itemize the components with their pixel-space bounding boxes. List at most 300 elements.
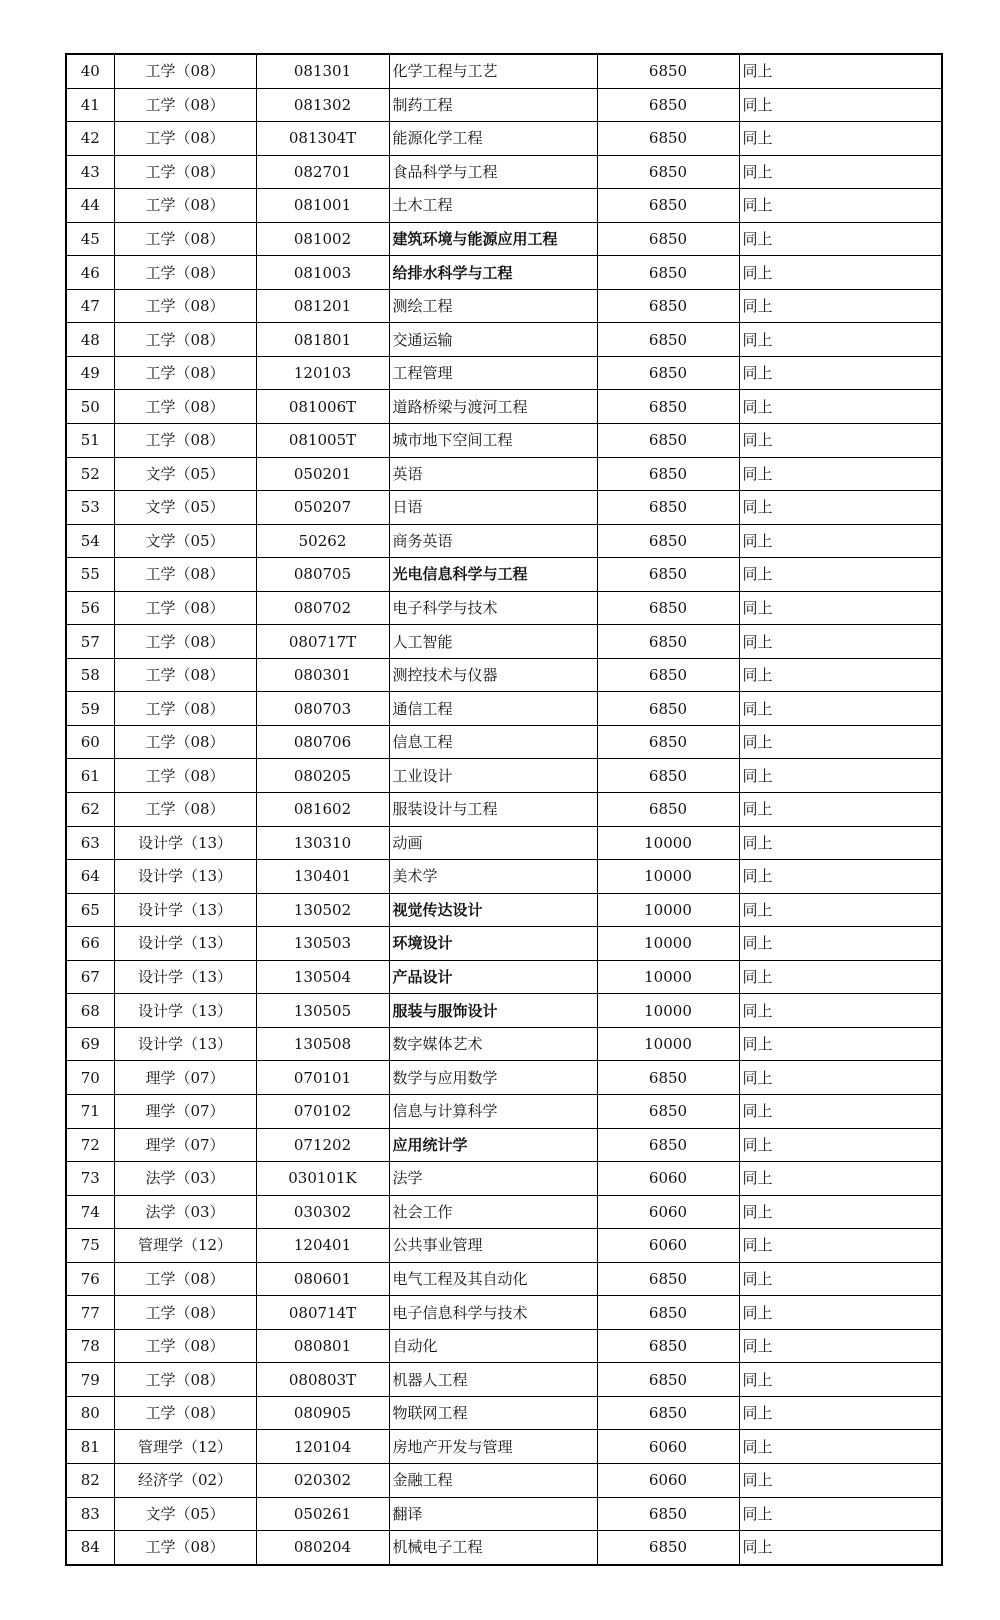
row-number-cell: 76	[66, 1262, 114, 1296]
row-number-cell: 63	[66, 826, 114, 860]
table-row	[66, 692, 942, 726]
discipline-cell: 文学（05）	[114, 1497, 256, 1531]
note-cell: 同上	[739, 289, 942, 323]
major-name-cell: 产品设计	[389, 960, 597, 994]
major-code-cell: 050261	[256, 1497, 389, 1531]
note-cell: 同上	[739, 927, 942, 961]
table-row	[66, 390, 942, 424]
row-number-cell: 69	[66, 1027, 114, 1061]
tuition-fee-cell: 10000	[597, 994, 739, 1028]
tuition-fee-cell: 6850	[597, 725, 739, 759]
table-row	[66, 189, 942, 223]
tuition-fee-cell: 6850	[597, 491, 739, 525]
row-number-cell: 54	[66, 524, 114, 558]
discipline-cell: 文学（05）	[114, 524, 256, 558]
major-code-cell: 080703	[256, 692, 389, 726]
major-name-cell: 自动化	[389, 1329, 597, 1363]
note-cell: 同上	[739, 1229, 942, 1263]
major-name-cell: 应用统计学	[389, 1128, 597, 1162]
discipline-cell: 工学（08）	[114, 256, 256, 290]
tuition-fee-cell: 6850	[597, 1531, 739, 1565]
note-cell: 同上	[739, 54, 942, 88]
major-name-cell: 土木工程	[389, 189, 597, 223]
row-number-cell: 56	[66, 591, 114, 625]
tuition-fee-cell: 6850	[597, 1128, 739, 1162]
note-cell: 同上	[739, 323, 942, 357]
tuition-fee-cell: 10000	[597, 927, 739, 961]
row-number-cell: 81	[66, 1430, 114, 1464]
row-number-cell: 53	[66, 491, 114, 525]
note-cell: 同上	[739, 793, 942, 827]
row-number-cell: 51	[66, 424, 114, 458]
row-number-cell: 82	[66, 1463, 114, 1497]
table-row	[66, 1094, 942, 1128]
major-code-cell: 080601	[256, 1262, 389, 1296]
note-cell: 同上	[739, 1094, 942, 1128]
table-row	[66, 222, 942, 256]
major-name-cell: 机器人工程	[389, 1363, 597, 1397]
tuition-fee-cell: 6850	[597, 289, 739, 323]
major-code-cell: 081201	[256, 289, 389, 323]
note-cell: 同上	[739, 725, 942, 759]
row-number-cell: 55	[66, 558, 114, 592]
table-row	[66, 1229, 942, 1263]
discipline-cell: 设计学（13）	[114, 893, 256, 927]
row-number-cell: 67	[66, 960, 114, 994]
major-code-cell: 070102	[256, 1094, 389, 1128]
major-name-cell: 房地产开发与管理	[389, 1430, 597, 1464]
major-name-cell: 日语	[389, 491, 597, 525]
major-code-cell: 081002	[256, 222, 389, 256]
major-code-cell: 050201	[256, 457, 389, 491]
row-number-cell: 40	[66, 54, 114, 88]
note-cell: 同上	[739, 1195, 942, 1229]
row-number-cell: 72	[66, 1128, 114, 1162]
note-cell: 同上	[739, 591, 942, 625]
note-cell: 同上	[739, 1363, 942, 1397]
discipline-cell: 工学（08）	[114, 1396, 256, 1430]
discipline-cell: 工学（08）	[114, 1262, 256, 1296]
major-code-cell: 130503	[256, 927, 389, 961]
tuition-fee-cell: 6060	[597, 1463, 739, 1497]
table-row	[66, 625, 942, 659]
major-name-cell: 动画	[389, 826, 597, 860]
table-row	[66, 1296, 942, 1330]
major-name-cell: 电子科学与技术	[389, 591, 597, 625]
note-cell: 同上	[739, 1463, 942, 1497]
major-name-cell: 法学	[389, 1162, 597, 1196]
note-cell: 同上	[739, 558, 942, 592]
discipline-cell: 设计学（13）	[114, 1027, 256, 1061]
tuition-fee-cell: 6850	[597, 1363, 739, 1397]
discipline-cell: 法学（03）	[114, 1195, 256, 1229]
table-row	[66, 1262, 942, 1296]
note-cell: 同上	[739, 256, 942, 290]
row-number-cell: 52	[66, 457, 114, 491]
major-code-cell: 082701	[256, 155, 389, 189]
major-name-cell: 制药工程	[389, 88, 597, 122]
major-code-cell: 080706	[256, 725, 389, 759]
table-row	[66, 658, 942, 692]
major-name-cell: 翻译	[389, 1497, 597, 1531]
major-code-cell: 081001	[256, 189, 389, 223]
table-row	[66, 457, 942, 491]
major-code-cell: 081602	[256, 793, 389, 827]
note-cell: 同上	[739, 390, 942, 424]
tuition-fee-cell: 6850	[597, 1061, 739, 1095]
tuition-fee-cell: 6850	[597, 323, 739, 357]
note-cell: 同上	[739, 222, 942, 256]
major-code-cell: 120103	[256, 356, 389, 390]
discipline-cell: 工学（08）	[114, 625, 256, 659]
discipline-cell: 工学（08）	[114, 356, 256, 390]
major-code-cell: 081006T	[256, 390, 389, 424]
row-number-cell: 46	[66, 256, 114, 290]
note-cell: 同上	[739, 994, 942, 1028]
discipline-cell: 文学（05）	[114, 457, 256, 491]
row-number-cell: 77	[66, 1296, 114, 1330]
tuition-fee-cell: 6850	[597, 1296, 739, 1330]
major-name-cell: 测绘工程	[389, 289, 597, 323]
major-code-cell: 080714T	[256, 1296, 389, 1330]
row-number-cell: 47	[66, 289, 114, 323]
note-cell: 同上	[739, 1061, 942, 1095]
discipline-cell: 经济学（02）	[114, 1463, 256, 1497]
discipline-cell: 工学（08）	[114, 390, 256, 424]
tuition-fee-cell: 10000	[597, 960, 739, 994]
discipline-cell: 工学（08）	[114, 289, 256, 323]
major-fee-table	[65, 53, 943, 1566]
major-code-cell: 080705	[256, 558, 389, 592]
tuition-fee-cell: 10000	[597, 826, 739, 860]
row-number-cell: 64	[66, 860, 114, 894]
major-name-cell: 化学工程与工艺	[389, 54, 597, 88]
discipline-cell: 工学（08）	[114, 189, 256, 223]
discipline-cell: 文学（05）	[114, 491, 256, 525]
tuition-fee-cell: 6850	[597, 625, 739, 659]
note-cell: 同上	[739, 658, 942, 692]
tuition-fee-cell: 6850	[597, 122, 739, 156]
table-row	[66, 1363, 942, 1397]
discipline-cell: 设计学（13）	[114, 860, 256, 894]
tuition-fee-cell: 6060	[597, 1229, 739, 1263]
major-code-cell: 030302	[256, 1195, 389, 1229]
discipline-cell: 设计学（13）	[114, 994, 256, 1028]
discipline-cell: 工学（08）	[114, 88, 256, 122]
table-row	[66, 558, 942, 592]
tuition-fee-cell: 6850	[597, 356, 739, 390]
major-name-cell: 电气工程及其自动化	[389, 1262, 597, 1296]
row-number-cell: 59	[66, 692, 114, 726]
major-code-cell: 50262	[256, 524, 389, 558]
table-row	[66, 88, 942, 122]
major-code-cell: 120401	[256, 1229, 389, 1263]
table-row	[66, 356, 942, 390]
major-code-cell: 050207	[256, 491, 389, 525]
row-number-cell: 65	[66, 893, 114, 927]
note-cell: 同上	[739, 692, 942, 726]
table-row	[66, 1329, 942, 1363]
note-cell: 同上	[739, 1329, 942, 1363]
row-number-cell: 44	[66, 189, 114, 223]
major-name-cell: 商务英语	[389, 524, 597, 558]
note-cell: 同上	[739, 356, 942, 390]
note-cell: 同上	[739, 1262, 942, 1296]
tuition-fee-cell: 10000	[597, 1027, 739, 1061]
major-code-cell: 080717T	[256, 625, 389, 659]
discipline-cell: 工学（08）	[114, 759, 256, 793]
major-code-cell: 130310	[256, 826, 389, 860]
row-number-cell: 58	[66, 658, 114, 692]
table-row	[66, 860, 942, 894]
table-row	[66, 424, 942, 458]
discipline-cell: 法学（03）	[114, 1162, 256, 1196]
major-code-cell: 080702	[256, 591, 389, 625]
discipline-cell: 工学（08）	[114, 658, 256, 692]
major-code-cell: 120104	[256, 1430, 389, 1464]
table-body	[66, 54, 942, 1565]
discipline-cell: 理学（07）	[114, 1061, 256, 1095]
major-code-cell: 070101	[256, 1061, 389, 1095]
table-row	[66, 289, 942, 323]
note-cell: 同上	[739, 1531, 942, 1565]
row-number-cell: 66	[66, 927, 114, 961]
note-cell: 同上	[739, 155, 942, 189]
major-name-cell: 能源化学工程	[389, 122, 597, 156]
table-row	[66, 994, 942, 1028]
major-code-cell: 080301	[256, 658, 389, 692]
tuition-fee-cell: 6850	[597, 1262, 739, 1296]
discipline-cell: 工学（08）	[114, 558, 256, 592]
major-code-cell: 130502	[256, 893, 389, 927]
tuition-fee-cell: 10000	[597, 893, 739, 927]
discipline-cell: 管理学（12）	[114, 1430, 256, 1464]
row-number-cell: 41	[66, 88, 114, 122]
major-code-cell: 071202	[256, 1128, 389, 1162]
major-name-cell: 环境设计	[389, 927, 597, 961]
tuition-fee-cell: 6850	[597, 793, 739, 827]
tuition-fee-cell: 6850	[597, 1329, 739, 1363]
table-row	[66, 893, 942, 927]
major-name-cell: 物联网工程	[389, 1396, 597, 1430]
tuition-fee-cell: 6850	[597, 524, 739, 558]
table-row	[66, 1463, 942, 1497]
major-code-cell: 081302	[256, 88, 389, 122]
table-row	[66, 591, 942, 625]
discipline-cell: 管理学（12）	[114, 1229, 256, 1263]
major-code-cell: 081801	[256, 323, 389, 357]
discipline-cell: 工学（08）	[114, 424, 256, 458]
row-number-cell: 48	[66, 323, 114, 357]
major-name-cell: 交通运输	[389, 323, 597, 357]
major-name-cell: 给排水科学与工程	[389, 256, 597, 290]
major-name-cell: 数学与应用数学	[389, 1061, 597, 1095]
row-number-cell: 75	[66, 1229, 114, 1263]
discipline-cell: 理学（07）	[114, 1128, 256, 1162]
tuition-fee-cell: 6850	[597, 88, 739, 122]
discipline-cell: 工学（08）	[114, 1296, 256, 1330]
row-number-cell: 68	[66, 994, 114, 1028]
table-row	[66, 960, 942, 994]
discipline-cell: 工学（08）	[114, 222, 256, 256]
major-name-cell: 工程管理	[389, 356, 597, 390]
major-code-cell: 130505	[256, 994, 389, 1028]
major-name-cell: 信息与计算科学	[389, 1094, 597, 1128]
discipline-cell: 理学（07）	[114, 1094, 256, 1128]
discipline-cell: 工学（08）	[114, 725, 256, 759]
tuition-fee-cell: 6850	[597, 222, 739, 256]
note-cell: 同上	[739, 826, 942, 860]
tuition-fee-cell: 6850	[597, 189, 739, 223]
discipline-cell: 工学（08）	[114, 1329, 256, 1363]
tuition-fee-cell: 6850	[597, 591, 739, 625]
discipline-cell: 工学（08）	[114, 1531, 256, 1565]
note-cell: 同上	[739, 88, 942, 122]
discipline-cell: 工学（08）	[114, 1363, 256, 1397]
table-row	[66, 793, 942, 827]
table-row	[66, 927, 942, 961]
discipline-cell: 设计学（13）	[114, 927, 256, 961]
note-cell: 同上	[739, 1027, 942, 1061]
major-name-cell: 建筑环境与能源应用工程	[389, 222, 597, 256]
major-code-cell: 080803T	[256, 1363, 389, 1397]
row-number-cell: 83	[66, 1497, 114, 1531]
table-row	[66, 759, 942, 793]
major-name-cell: 通信工程	[389, 692, 597, 726]
major-name-cell: 光电信息科学与工程	[389, 558, 597, 592]
tuition-fee-cell: 6850	[597, 54, 739, 88]
table-row	[66, 256, 942, 290]
table-row	[66, 1195, 942, 1229]
row-number-cell: 71	[66, 1094, 114, 1128]
major-code-cell: 080204	[256, 1531, 389, 1565]
discipline-cell: 设计学（13）	[114, 826, 256, 860]
tuition-fee-cell: 6850	[597, 692, 739, 726]
table-row	[66, 1430, 942, 1464]
row-number-cell: 73	[66, 1162, 114, 1196]
row-number-cell: 45	[66, 222, 114, 256]
major-code-cell: 080205	[256, 759, 389, 793]
row-number-cell: 80	[66, 1396, 114, 1430]
table-row	[66, 155, 942, 189]
major-name-cell: 视觉传达设计	[389, 893, 597, 927]
note-cell: 同上	[739, 960, 942, 994]
major-name-cell: 城市地下空间工程	[389, 424, 597, 458]
tuition-fee-cell: 6850	[597, 390, 739, 424]
table-row	[66, 826, 942, 860]
major-name-cell: 服装与服饰设计	[389, 994, 597, 1028]
row-number-cell: 60	[66, 725, 114, 759]
note-cell: 同上	[739, 1396, 942, 1430]
major-code-cell: 081005T	[256, 424, 389, 458]
major-name-cell: 信息工程	[389, 725, 597, 759]
row-number-cell: 74	[66, 1195, 114, 1229]
note-cell: 同上	[739, 122, 942, 156]
major-code-cell: 080905	[256, 1396, 389, 1430]
tuition-fee-cell: 6850	[597, 1396, 739, 1430]
major-code-cell: 080801	[256, 1329, 389, 1363]
major-name-cell: 社会工作	[389, 1195, 597, 1229]
table-row	[66, 524, 942, 558]
discipline-cell: 工学（08）	[114, 692, 256, 726]
major-name-cell: 道路桥梁与渡河工程	[389, 390, 597, 424]
note-cell: 同上	[739, 625, 942, 659]
note-cell: 同上	[739, 893, 942, 927]
tuition-fee-cell: 6850	[597, 759, 739, 793]
note-cell: 同上	[739, 189, 942, 223]
major-name-cell: 人工智能	[389, 625, 597, 659]
tuition-fee-cell: 6850	[597, 155, 739, 189]
major-code-cell: 030101K	[256, 1162, 389, 1196]
major-name-cell: 美术学	[389, 860, 597, 894]
major-name-cell: 公共事业管理	[389, 1229, 597, 1263]
tuition-fee-cell: 6060	[597, 1195, 739, 1229]
major-name-cell: 机械电子工程	[389, 1531, 597, 1565]
note-cell: 同上	[739, 1296, 942, 1330]
row-number-cell: 78	[66, 1329, 114, 1363]
tuition-fee-cell: 6850	[597, 457, 739, 491]
major-code-cell: 081304T	[256, 122, 389, 156]
row-number-cell: 49	[66, 356, 114, 390]
table-row	[66, 122, 942, 156]
table-row	[66, 1531, 942, 1565]
table-row	[66, 1061, 942, 1095]
row-number-cell: 62	[66, 793, 114, 827]
table-row	[66, 1128, 942, 1162]
major-code-cell: 130504	[256, 960, 389, 994]
table-row	[66, 491, 942, 525]
major-name-cell: 数字媒体艺术	[389, 1027, 597, 1061]
tuition-fee-cell: 6060	[597, 1162, 739, 1196]
row-number-cell: 79	[66, 1363, 114, 1397]
note-cell: 同上	[739, 424, 942, 458]
row-number-cell: 70	[66, 1061, 114, 1095]
major-code-cell: 130508	[256, 1027, 389, 1061]
tuition-fee-cell: 6850	[597, 1497, 739, 1531]
note-cell: 同上	[739, 1430, 942, 1464]
note-cell: 同上	[739, 1128, 942, 1162]
major-code-cell: 020302	[256, 1463, 389, 1497]
tuition-fee-cell: 6850	[597, 424, 739, 458]
tuition-fee-cell: 6850	[597, 658, 739, 692]
table-row	[66, 323, 942, 357]
note-cell: 同上	[739, 457, 942, 491]
tuition-fee-cell: 6850	[597, 1094, 739, 1128]
table-row	[66, 1162, 942, 1196]
discipline-cell: 工学（08）	[114, 323, 256, 357]
row-number-cell: 57	[66, 625, 114, 659]
table-row	[66, 1396, 942, 1430]
major-name-cell: 测控技术与仪器	[389, 658, 597, 692]
major-name-cell: 食品科学与工程	[389, 155, 597, 189]
note-cell: 同上	[739, 1497, 942, 1531]
table-row	[66, 54, 942, 88]
major-code-cell: 130401	[256, 860, 389, 894]
major-name-cell: 电子信息科学与技术	[389, 1296, 597, 1330]
note-cell: 同上	[739, 1162, 942, 1196]
tuition-fee-cell: 6850	[597, 558, 739, 592]
major-name-cell: 金融工程	[389, 1463, 597, 1497]
major-name-cell: 工业设计	[389, 759, 597, 793]
table-row	[66, 1497, 942, 1531]
tuition-fee-cell: 10000	[597, 860, 739, 894]
note-cell: 同上	[739, 759, 942, 793]
major-name-cell: 英语	[389, 457, 597, 491]
table-row	[66, 725, 942, 759]
discipline-cell: 工学（08）	[114, 54, 256, 88]
discipline-cell: 工学（08）	[114, 122, 256, 156]
table-row	[66, 1027, 942, 1061]
